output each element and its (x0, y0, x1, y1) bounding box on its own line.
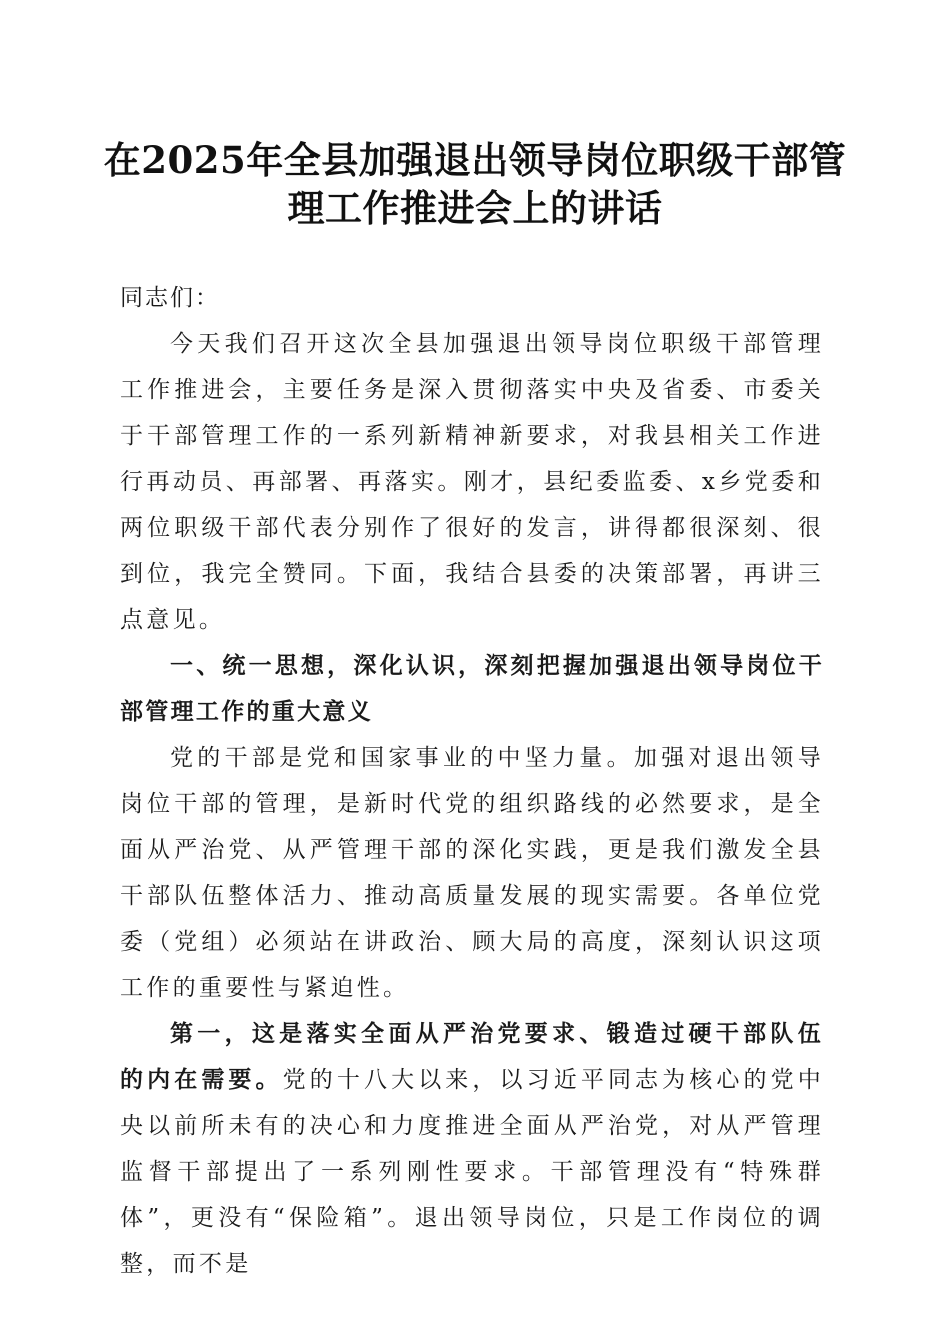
title-line-2: 理工作推进会上的讲话 (287, 186, 663, 230)
title-line-1: 在2025年全县加强退出领导岗位职级干部管 (103, 138, 847, 182)
paragraph-first-point (120, 1011, 824, 1287)
salutation: 同志们： (120, 285, 220, 311)
first-point-body: 党的十八大以来，以习近平同志为核心的党中央以前所未有的决心和力度推进全面从严治党，对从严管理监督干部提出了一系列刚性要求。干部管理没有“特殊群体”，更没有“保险箱”。退出领导岗位，只是工作岗位的调整，而不是 (120, 1067, 824, 1277)
section-heading-1: 一、统一思想，深化认识，深刻把握加强退出领导岗位干部管理工作的重大意义 (120, 653, 824, 725)
first-point-lead: 第一，这是落实全面从严治党要求、锻造过硬干部队伍的内在需要。 (120, 1020, 824, 1093)
document-body (120, 275, 824, 1287)
document-title (95, 136, 855, 232)
paragraph-significance: 党的干部是党和国家事业的中坚力量。加强对退出领导岗位干部的管理，是新时代党的组织路线的必然要求，是全面从严治党、从严管理干部的深化实践，更是我们激发全县干部队伍整体活力、推动高质量发展的现实需要。各单位党委（党组）必须站在讲政治、顾大局的高度，深刻认识这项工作的重要性与紧迫性。 (120, 745, 824, 1001)
paragraph-intro: 今天我们召开这次全县加强退出领导岗位职级干部管理工作推进会，主要任务是深入贯彻落实中央及省委、市委关于干部管理工作的一系列新精神新要求，对我县相关工作进行再动员、再部署、再落实。刚才，县纪委监委、x乡党委和两位职级干部代表分别作了很好的发言，讲得都很深刻、很到位，我完全赞同。下面，我结合县委的决策部署，再讲三点意见。 (120, 331, 824, 633)
